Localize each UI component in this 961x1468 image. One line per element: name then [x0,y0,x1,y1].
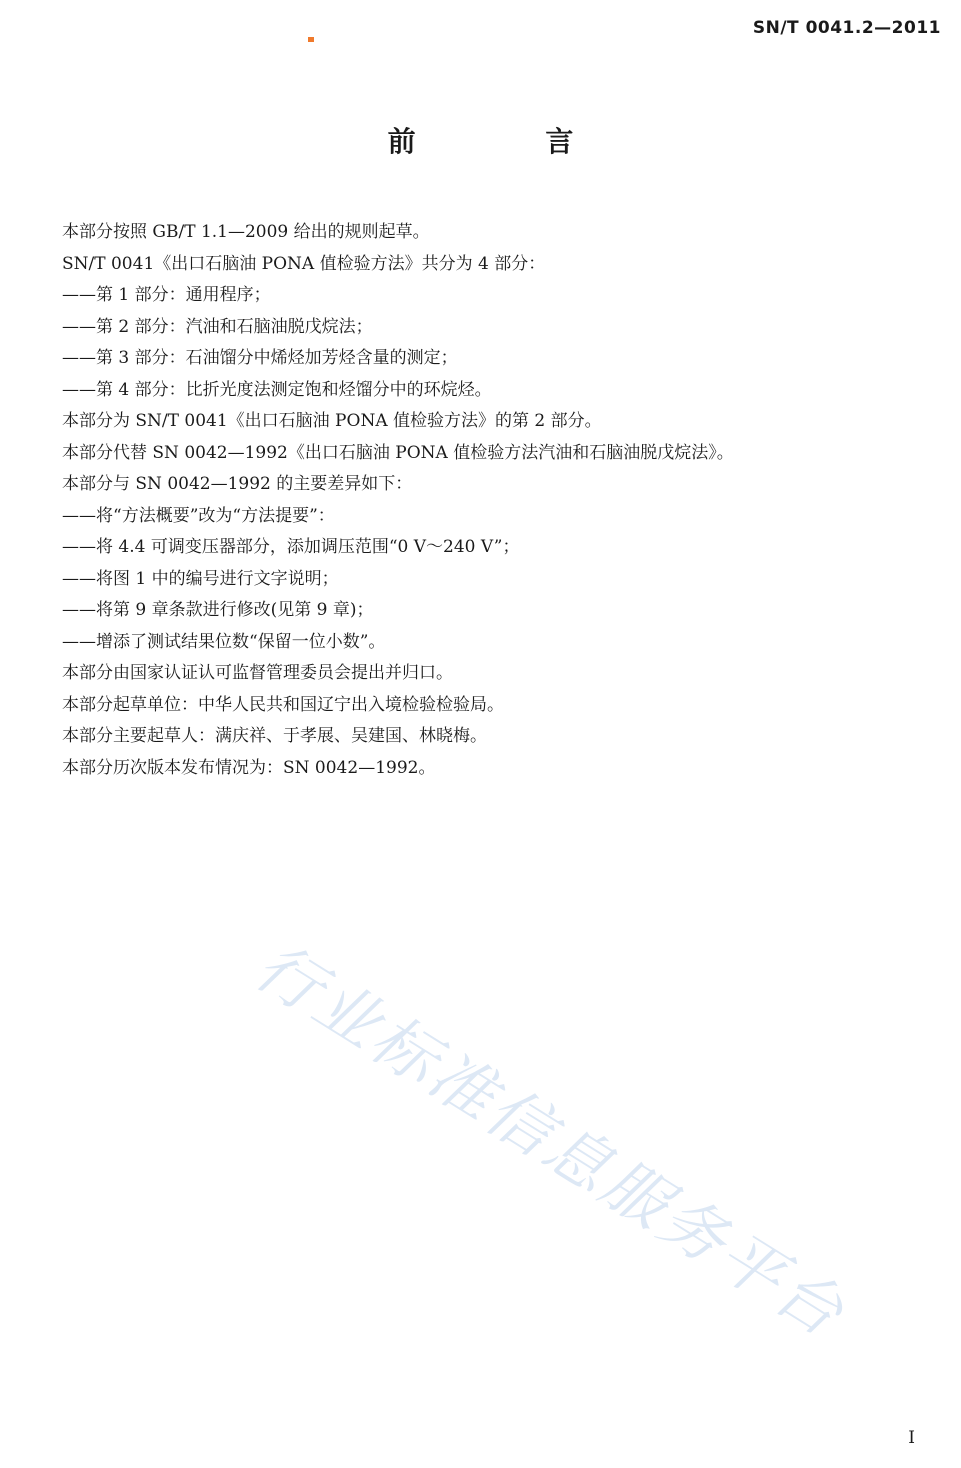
list-item: ——第 3 部分：石油馏分中烯烃加芳烃含量的测定； [62,348,458,368]
foreword-body [62,217,922,784]
list-item: ——将第 9 章条款进行修改(见第 9 章)； [62,600,374,620]
paragraph: 本部分历次版本发布情况为：SN 0042—1992。 [62,757,436,778]
list-item: ——将 4.4 可调变压器部分，添加调压范围“0 V～240 V”； [62,537,520,557]
list-item: ——将图 1 中的编号进行文字说明； [62,568,339,589]
list-item: ——将“方法概要”改为“方法提要”： [62,505,335,526]
paragraph: 本部分代替 SN 0042—1992《出口石脑油 PONA 值检验方法汽油和石脑油脱戊烷法》。 [62,442,734,463]
orange-mark [308,37,314,42]
paragraph: 本部分为 SN/T 0041《出口石脑油 PONA 值检验方法》的第 2 部分。 [62,411,602,431]
paragraph: 本部分按照 GB/T 1.1—2009 给出的规则起草。 [62,222,430,242]
paragraph: 本部分主要起草人：满庆祥、于孝展、吴建国、林晓梅。 [62,726,487,746]
list-item: ——第 1 部分：通用程序； [62,285,271,305]
list-item: ——第 4 部分：比折光度法测定饱和烃馏分中的环烷烃。 [62,379,492,400]
standard-code: SN/T 0041.2—2011 [752,18,941,38]
paragraph: 本部分起草单位：中华人民共和国辽宁出入境检验检验局。 [62,694,504,715]
watermark: 行业标准信息服务平台 [242,929,859,1353]
paragraph: 本部分由国家认证认可监督管理委员会提出并归口。 [62,663,453,683]
paragraph: SN/T 0041《出口石脑油 PONA 值检验方法》共分为 4 部分： [62,253,546,274]
page-title: 前 言 [387,125,634,158]
list-item: ——增添了测试结果位数“保留一位小数”。 [62,631,386,652]
page-number: I [908,1428,915,1448]
paragraph: 本部分与 SN 0042—1992 的主要差异如下： [62,474,413,494]
list-item: ——第 2 部分：汽油和石脑油脱戊烷法； [62,316,373,337]
